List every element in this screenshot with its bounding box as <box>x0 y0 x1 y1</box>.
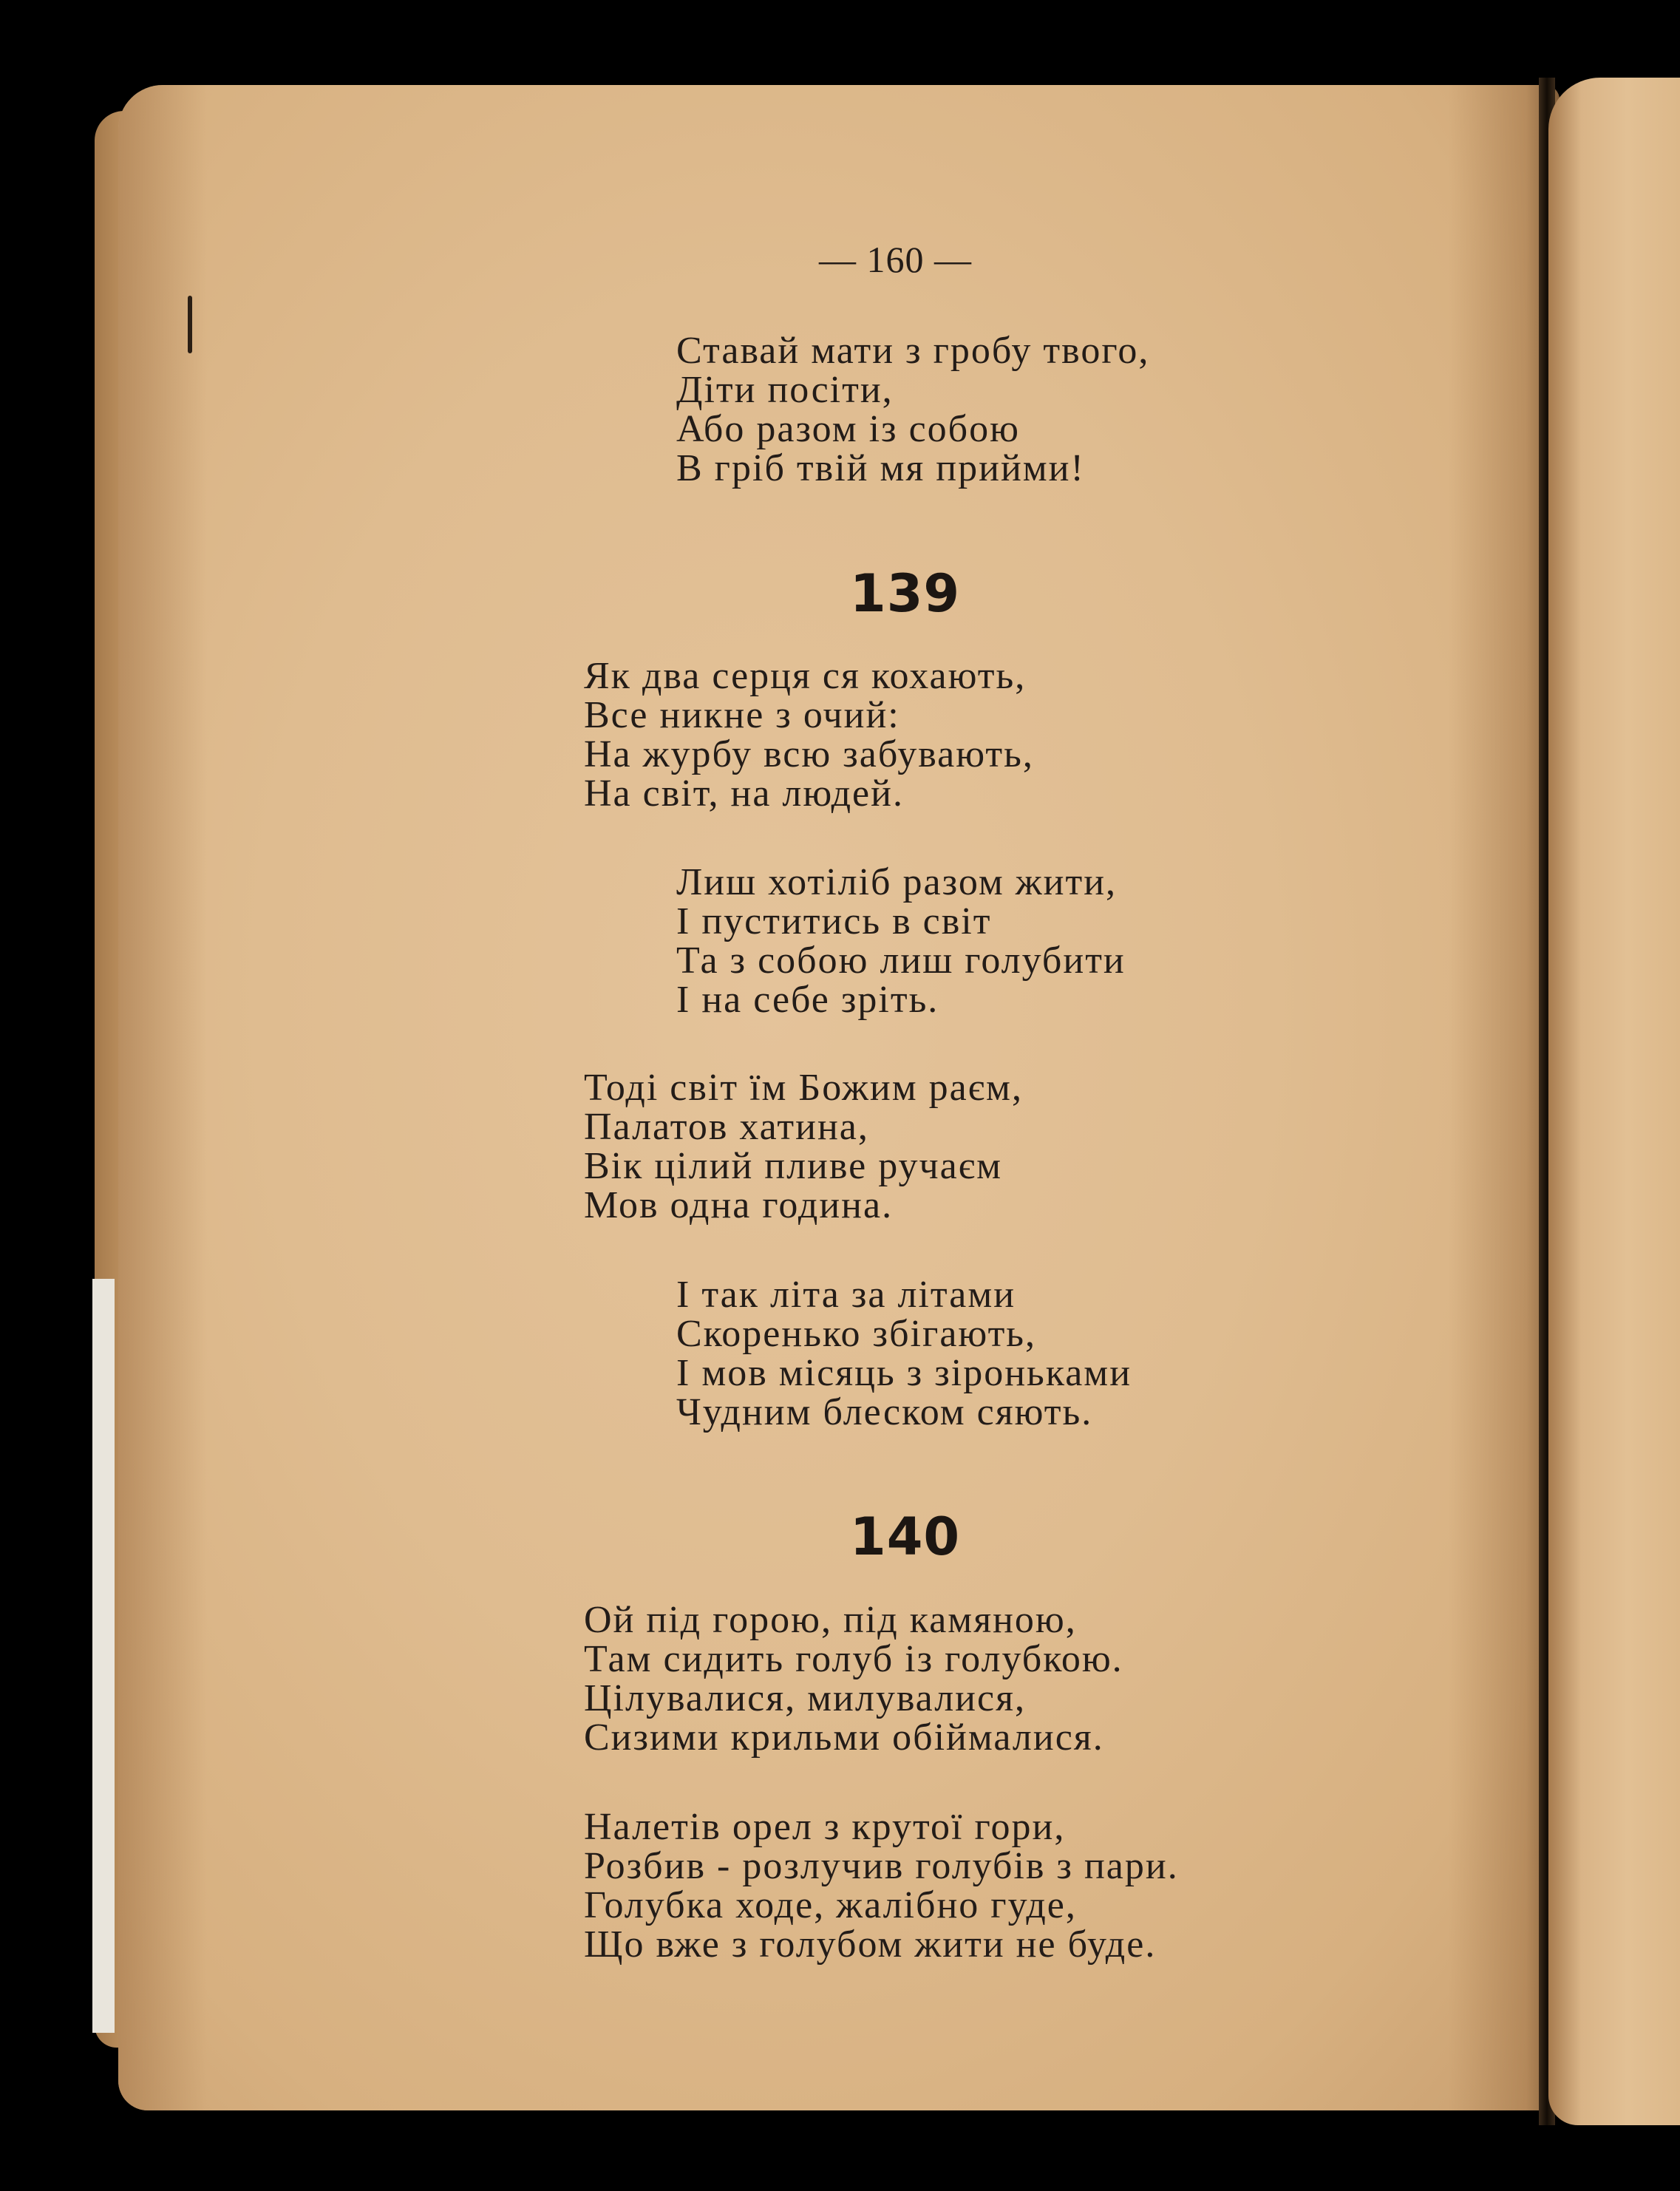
poem-line: Ставай мати з гробу твого, <box>676 330 1150 372</box>
poem-140-stanza-2 <box>584 1807 1179 1964</box>
ink-mark <box>188 296 192 353</box>
poem-139-stanza-4 <box>676 1275 1132 1432</box>
poem-line: Як два серця ся кохають, <box>584 655 1027 697</box>
page-number: — 160 — <box>819 239 972 280</box>
poem-line: І мов місяць з зіроньками <box>676 1352 1132 1394</box>
poem-line: Що вже з голубом жити не буде. <box>584 1923 1157 1966</box>
poem-139-stanza-3 <box>584 1068 1023 1225</box>
poem-139-stanza-1 <box>584 656 1034 813</box>
poem-line: Тоді світ їм Божим раєм, <box>584 1067 1023 1109</box>
poem-line: Голубка ходе, жалібно гуде, <box>584 1884 1077 1926</box>
poem-line: На журбу всю забувають, <box>584 733 1034 775</box>
facing-page-edge <box>1548 78 1680 2125</box>
poem-line: Там сидить голуб із голубкою. <box>584 1638 1123 1680</box>
paper-tab <box>92 1279 115 2033</box>
poem-line: Сизими крильми обіймалися. <box>584 1716 1104 1759</box>
poem-line: Скоренько збігають, <box>676 1313 1037 1355</box>
page-shadow-left <box>118 85 207 2110</box>
poem-line: Все никне з очий: <box>584 694 900 736</box>
poem-line: Вік цілий пливе ручаєм <box>584 1145 1002 1187</box>
poem-line: І так літа за літами <box>676 1274 1016 1316</box>
poem-line: Або разом із собою <box>676 408 1020 450</box>
poem-line: Цілувалися, милувалися, <box>584 1677 1026 1719</box>
poem-line: Діти посіти, <box>676 369 894 411</box>
poem-line: Мов одна година. <box>584 1184 894 1226</box>
poem-139-stanza-2 <box>676 863 1126 1019</box>
poem-140-stanza-1 <box>584 1600 1123 1757</box>
poem-line: І пуститись в світ <box>676 900 992 942</box>
poem-line: Розбив - розлучив голубів з пари. <box>584 1845 1179 1887</box>
poem-line: Та з собою лиш голубити <box>676 940 1126 982</box>
poem-line: Чудним блеском сяють. <box>676 1391 1093 1433</box>
poem-line: Ой під горою, під камяною, <box>584 1599 1077 1641</box>
opening-stanza <box>676 331 1149 488</box>
poem-line: І на себе зріть. <box>676 979 939 1021</box>
poem-line: Налетів орел з крутої гори, <box>584 1806 1066 1848</box>
poem-line: Палатов хатина, <box>584 1106 869 1148</box>
poem-number-140: 140 <box>850 1506 961 1567</box>
poem-number-139: 139 <box>850 563 961 624</box>
poem-line: Лиш хотіліб разом жити, <box>676 861 1118 903</box>
poem-line: На світ, на людей. <box>584 772 904 815</box>
poem-line: В гріб твій мя прийми! <box>676 447 1085 489</box>
